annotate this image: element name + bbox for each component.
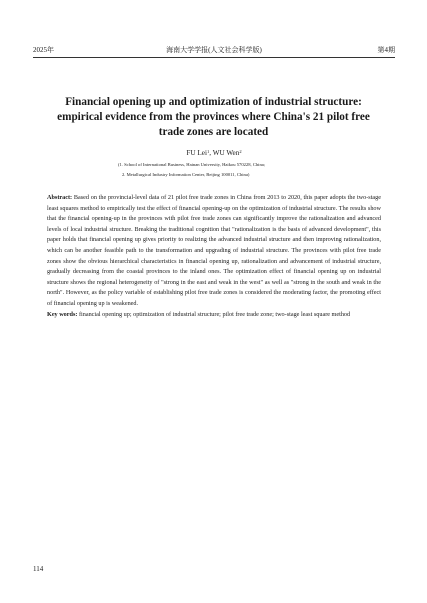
header-journal-name: 海南大学学报(人文社会科学版) (166, 46, 262, 54)
header-rule (33, 57, 395, 58)
abstract-text: Based on the provincial-level data of 21 pilot free trade zones in China from 2013 to 2020, this paper adopts the two-stage least squares method to empirically test the effect of financial opening-up on the optimization of industrial structure. The results show that the financial opening-up in the provinces with pilot free trade zones can significantly improve the rationalization and advanced levels of local industrial structure. Breaking the traditional cognition that "rationalization is the basis of advanced development", this paper holds that financial opening up gives priority to realizing the advanced industrial structure and then improving rationalization, which can be another feasible path to the transformation and upgrading of industrial structure. The provinces with pilot free trade zones show the obvious hierarchical characteristics in financial opening up, rationalization and advancement of industrial structure, gradually decreasing from the coastal provinces to the inland ones. The optimization effect of financial opening up on industrial structure shows the regional heterogeneity of "strong in the east and weak in the west" as well as "strong in the south and weak in the north". However, as the policy variable of establishing pilot free trade zones is considered the moderating factor, the promoting effect of financial opening up is weakened. (47, 194, 381, 307)
author-name: WU Wen (212, 149, 240, 157)
author-name: FU Lei (186, 149, 207, 157)
affiliation-line: 2. Metallurgical Industry Information Center, Beijing 100011, China) (122, 172, 250, 177)
author-separator: , (209, 149, 213, 157)
affiliation-line: (1. School of International Business, Hainan University, Haikou 570228, China; (118, 162, 266, 167)
author-line (33, 148, 395, 158)
affiliations (118, 160, 358, 180)
abstract-paragraph (47, 193, 381, 310)
affiliation-mark: 1 (206, 149, 210, 154)
affiliation-mark: 2 (239, 149, 242, 154)
page-number: 114 (33, 565, 44, 573)
keywords-paragraph (47, 310, 381, 321)
abstract-block (47, 193, 381, 320)
header-issue: 第4期 (377, 46, 395, 54)
abstract-label: Abstract: (47, 194, 73, 201)
header-year: 2025年 (33, 46, 54, 54)
running-header (33, 44, 395, 56)
keywords-label: Key words: (47, 310, 78, 318)
keywords-text: financial opening up; optimization of industrial structure; pilot free trade zone; two-stage least square method (77, 310, 351, 318)
paper-title: Financial opening up and optimization of industrial structure: empirical evidence from the provinces where China's 21 pilot free trade zones are located (57, 96, 370, 138)
